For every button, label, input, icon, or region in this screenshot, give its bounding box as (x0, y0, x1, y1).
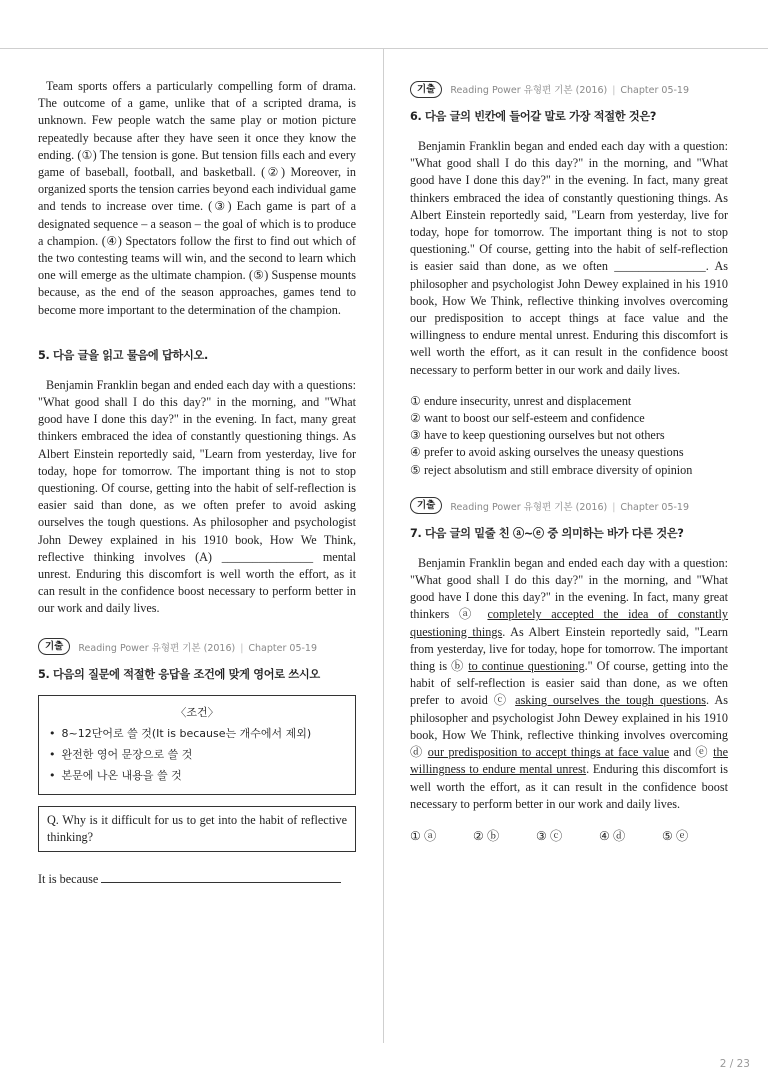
option-item[interactable]: ② want to boost our self-esteem and confidence (410, 411, 645, 426)
source-label: Reading Power 유형편 기본 (2016) | Chapter 05-19 (78, 642, 318, 654)
q7-title: 7. 다음 글의 밑줄 친 ⓐ~ⓔ 중 의미하는 바가 다른 것은? (410, 526, 684, 540)
q6-passage: Benjamin Franklin began and ended each day with a question: "What good shall I do this day?" in the morning, and "What good have I done this day?" in the evening. In fact, many great thinkers embraced the idea of constantly questioning things. As Albert Einstein reportedly said, "Learn from yesterday, live for today, hope for tomorrow. The important thing is not to stop questioning." Of course, getting into the habit of self-reflection is easier said than done, as we often _______________. As philosopher and psychologist John Dewey explained in his 1910 book, How We Think, reflective thinking involves overcoming our predisposition to accept things at face value and the willingness to endure mental unrest. Enduring this discomfort is well worth the effort, as it can result in the confidence boost necessary to perform better in our work and daily lives. (410, 139, 728, 377)
option-item[interactable]: ② ⓑ (473, 828, 500, 843)
q7-text: and ⓔ (669, 745, 714, 760)
page-number: 2 / 23 (719, 1058, 750, 1070)
q7-text: . As Albert Einstein reportedly said, "Learn from yesterday, live for today, hope for tomorrow. The important thing is ⓑ (410, 624, 728, 674)
answer-line[interactable] (38, 872, 356, 887)
chapter-text: Chapter 05-19 (620, 85, 690, 96)
option-item[interactable]: ④ prefer to avoid asking ourselves the uneasy questions (410, 445, 684, 460)
q7-text: . Enduring this discomfort is well worth the effort, as it can result in the confidence boost necessary to perform better in our work and daily lives. (410, 762, 728, 811)
source-label: Reading Power 유형편 기본 (2016) | Chapter 05-19 (450, 85, 690, 96)
q7-passage (410, 555, 728, 813)
q7-options (410, 827, 728, 844)
exam-badge: 기출 (410, 497, 442, 514)
q5b-title: 5. 다음의 질문에 적절한 응답을 조건에 맞게 영어로 쓰시오 (38, 667, 320, 681)
option-item[interactable]: ③ have to keep questioning ourselves but not others (410, 428, 665, 443)
q5a-title: 5. 다음 글을 읽고 물음에 답하시오. (38, 348, 208, 362)
underline-b: to continue questioning (468, 659, 585, 674)
answer-prefix: It is because (38, 872, 99, 887)
q6-title: 6. 다음 글의 빈칸에 들어갈 말로 가장 적절한 것은? (410, 110, 657, 123)
q7-text: . As philosopher and psychologist John Dewey explained in his 1910 book, How We Think, reflective thinking involves overcoming ⓓ (410, 693, 728, 760)
q6-tagline (410, 80, 728, 98)
option-item[interactable]: ⑤ reject absolutism and still embrace diversity of opinion (410, 462, 693, 477)
option-item[interactable]: ③ ⓒ (536, 828, 563, 843)
top-rule (0, 48, 768, 49)
condition-item: • 본문에 나온 내용을 쓸 것 (49, 765, 345, 786)
source-label: Reading Power 유형편 기본 (2016) | Chapter 05-19 (450, 501, 690, 513)
left-column (38, 78, 356, 887)
right-column (410, 80, 728, 844)
q5b-tagline (38, 638, 356, 656)
underline-a: completely accepted the idea of constantly questioning things (410, 607, 729, 639)
exam-badge: 기출 (38, 638, 70, 655)
conditions-box (38, 695, 356, 795)
source-text: Reading Power 유형편 기본 (2016) (450, 85, 608, 96)
underline-e: the willingness to endure mental unrest (410, 745, 728, 777)
option-item[interactable]: ⑤ ⓔ (662, 828, 689, 843)
condition-item: • 완전한 영어 문장으로 쓸 것 (49, 744, 345, 765)
passage-team-sports: Team sports offers a particularly compelling form of drama. The outcome of a game, unlike that of a scripted drama, is unknown. Few people watch the same play or motion picture repeatedly because after they have seen it once they know the ending. (①) The tension is gone. But tension fills each and every game of baseball, football, and basketball. (②) Moreover, in organized sports the tension carries beyond each individual game and tends to increase over time. (③) Each game is part of a designated sequence – a season – the goal of which is to produce a champion. (④) Spectators follow the first to find out which of the two contesting teams will win, and the second to learn which one will emerge as the ultimate champion. (⑤) Suspense mounts because, as the end of the season approaches, games tend to become more important to the determination of the champion. (38, 79, 356, 317)
q7-tagline (410, 497, 728, 515)
source-text: Reading Power 유형편 기본 (2016) (450, 501, 608, 513)
answer-blank[interactable] (101, 873, 341, 883)
chapter-text: Chapter 05-19 (620, 501, 690, 513)
option-item[interactable]: ① endure insecurity, unrest and displacement (410, 393, 632, 408)
condition-item: • 8~12단어로 쓸 것(It is because는 개수에서 제외) (49, 723, 345, 744)
q5a-passage: Benjamin Franklin began and ended each day with a questions: "What good shall I do this day?" in the morning, and "What good have I done this day?" in the evening. In fact, many great thinkers embraced the idea of constantly questioning things. As Albert Einstein reportedly said, "Learn from yesterday, live for today, hope for tomorrow. The important thing is not to stop questioning. Of course, getting into the habit of self-reflection is easier said than done, as we often prefer to avoid asking ourselves the tough questions. As philosopher and psychologist John Dewey explained in his 1910 book, How We Think, reflective thinking involves (A) _______________ mental unrest. Enduring this discomfort is well worth the effort, as it can result in the confidence boost necessary to perform better in our work and daily lives. (38, 377, 356, 616)
column-divider (383, 48, 384, 1043)
question-box: Q. Why is it difficult for us to get into the habit of reflective thinking? (38, 806, 356, 852)
option-item[interactable]: ① ⓐ (410, 828, 437, 843)
option-item[interactable]: ④ ⓓ (599, 828, 626, 843)
q6-options (410, 393, 728, 479)
underline-d: our predisposition to accept things at face value (427, 745, 670, 760)
source-text: Reading Power 유형편 기본 (2016) (78, 642, 236, 654)
q7-text: Benjamin Franklin began and ended each day with a question: "What good shall I do this day?" in the morning, and "What good have I done this day?" in the evening. In fact, many great thinkers ⓐ (410, 555, 728, 622)
underline-c: asking ourselves the tough questions (515, 693, 706, 708)
conditions-title: 〈조건〉 (175, 705, 219, 719)
q7-text: ." Of course, getting into the habit of self-reflection is easier said than done, as we often prefer to avoid ⓒ (410, 659, 729, 708)
exam-badge: 기출 (410, 81, 442, 98)
chapter-text: Chapter 05-19 (248, 642, 318, 654)
